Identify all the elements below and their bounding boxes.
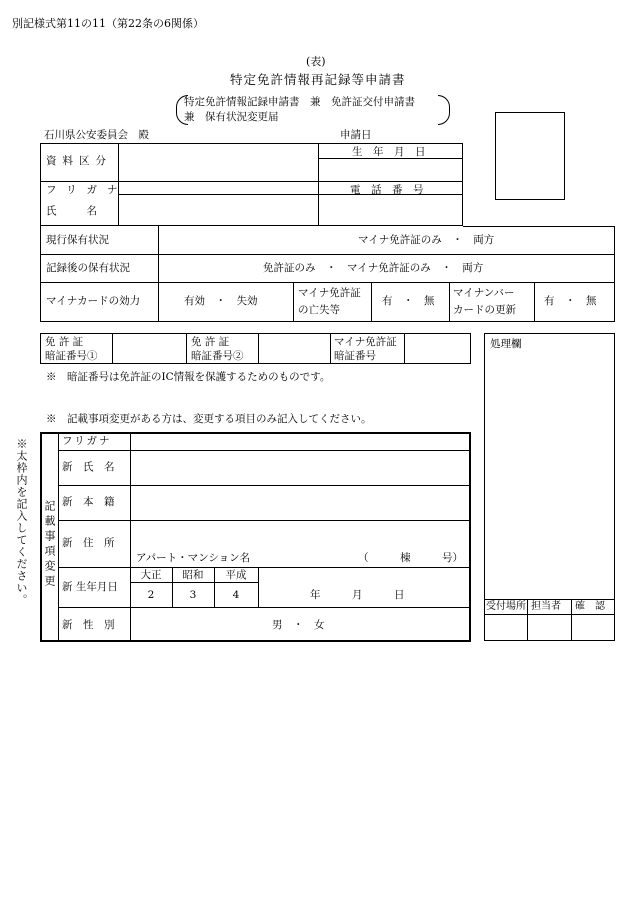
new-honseki-field[interactable] [130, 485, 470, 520]
lost-label-2: の亡失等 [298, 304, 340, 316]
birthdate-label: 生 年 月 日 [352, 146, 426, 158]
pin2-field[interactable] [258, 333, 330, 364]
sex-options[interactable]: 男 ・ 女 [272, 619, 325, 631]
form-title: 特定免許情報再記録等申請書 [230, 72, 406, 87]
photo-box[interactable] [495, 112, 565, 200]
pin2-label-1: 免 許 証 [191, 336, 230, 348]
renew-label-1: マイナンバー [453, 287, 515, 299]
received-label: 受付場所 [486, 601, 526, 612]
pin3-field[interactable] [404, 333, 471, 364]
era-showa-num[interactable]: 3 [189, 589, 197, 601]
pin1-field[interactable] [112, 333, 186, 364]
pin-note: ※ 暗証番号は免許証のIC情報を保護するためのものです。 [46, 371, 331, 383]
pin1-label-1: 免 許 証 [45, 336, 84, 348]
processing-label: 処理欄 [490, 338, 522, 350]
era-heisei-num[interactable]: 4 [232, 589, 240, 601]
new-honseki-label: 新 本 籍 [62, 496, 115, 508]
side-mark: (表) [306, 55, 326, 68]
after-status-label: 記録後の保有状況 [46, 262, 130, 274]
renew-label-2: カードの更新 [453, 304, 516, 316]
change-furigana-label: フリガナ [62, 435, 112, 447]
furigana-label: フリガナ [46, 184, 128, 196]
pin3-label-1: マイナ免許証 [334, 336, 397, 348]
birth-ymd[interactable]: 年 月 日 [310, 589, 405, 601]
lost-label-1: マイナ免許証 [298, 287, 361, 299]
new-name-label: 新 氏 名 [62, 461, 115, 473]
new-address-field[interactable] [130, 520, 470, 550]
addressee: 石川県公安委員会 殿 [44, 129, 149, 141]
confirm-label: 確 認 [575, 601, 605, 612]
era-showa: 昭和 [182, 569, 204, 581]
change-section-label: 記載事項変更 [43, 500, 56, 590]
pin2-label-2: 暗証番号② [191, 350, 244, 362]
processing-box [484, 333, 615, 641]
era-taisho-num[interactable]: 2 [147, 589, 155, 601]
side-note: ※太枠内を記入してください。 [15, 438, 28, 606]
phone-label: 電 話 番 号 [350, 184, 424, 196]
lost-options[interactable]: 有 ・ 無 [382, 295, 435, 307]
subtitle-line2: 兼 保有状況変更届 [184, 111, 279, 123]
after-status-options[interactable]: 免許証のみ ・ マイナ免許証のみ ・ 両方 [263, 262, 484, 274]
card-effect-label: マイナカードの効力 [46, 295, 141, 307]
new-address-label: 新 住 所 [62, 537, 115, 549]
name-field[interactable] [118, 194, 318, 226]
right-paren [438, 95, 450, 125]
card-effect-options[interactable]: 有効 ・ 失効 [184, 295, 258, 307]
era-taisho: 大正 [140, 569, 162, 581]
renew-options[interactable]: 有 ・ 無 [544, 295, 597, 307]
subtitle-line1: 特定免許情報記録申請書 兼 免許証交付申請書 [184, 96, 415, 108]
new-birth-label: 新 生年月日 [62, 581, 118, 593]
staff-label: 担当者 [531, 601, 561, 612]
pin1-label-2: 暗証番号① [45, 350, 98, 362]
era-heisei: 平成 [225, 569, 247, 581]
birthdate-field[interactable] [318, 158, 463, 181]
name-label: 氏 名 [46, 205, 100, 217]
form-number: 別記様式第11の11（第22条の6関係） [12, 17, 204, 30]
change-furigana-field[interactable] [130, 433, 470, 450]
apartment-label: アパート・マンション名 [136, 552, 251, 564]
pin3-label-2: 暗証番号 [334, 350, 376, 362]
current-status-options[interactable]: マイナ免許証のみ ・ 両方 [358, 234, 495, 246]
new-sex-label: 新 性 別 [62, 619, 115, 631]
apply-date-label: 申請日 [340, 129, 372, 141]
building-label[interactable]: （ 棟 号） [358, 552, 463, 564]
change-note: ※ 記載事項変更がある方は、変更する項目のみ記入してください。 [46, 413, 372, 425]
furigana-field[interactable] [118, 181, 318, 194]
current-status-label: 現行保有状況 [46, 234, 109, 246]
shiryo-field[interactable] [118, 143, 318, 181]
new-name-field[interactable] [130, 450, 470, 485]
shiryo-label: 資料区分 [46, 155, 112, 167]
phone-field[interactable] [318, 194, 463, 226]
